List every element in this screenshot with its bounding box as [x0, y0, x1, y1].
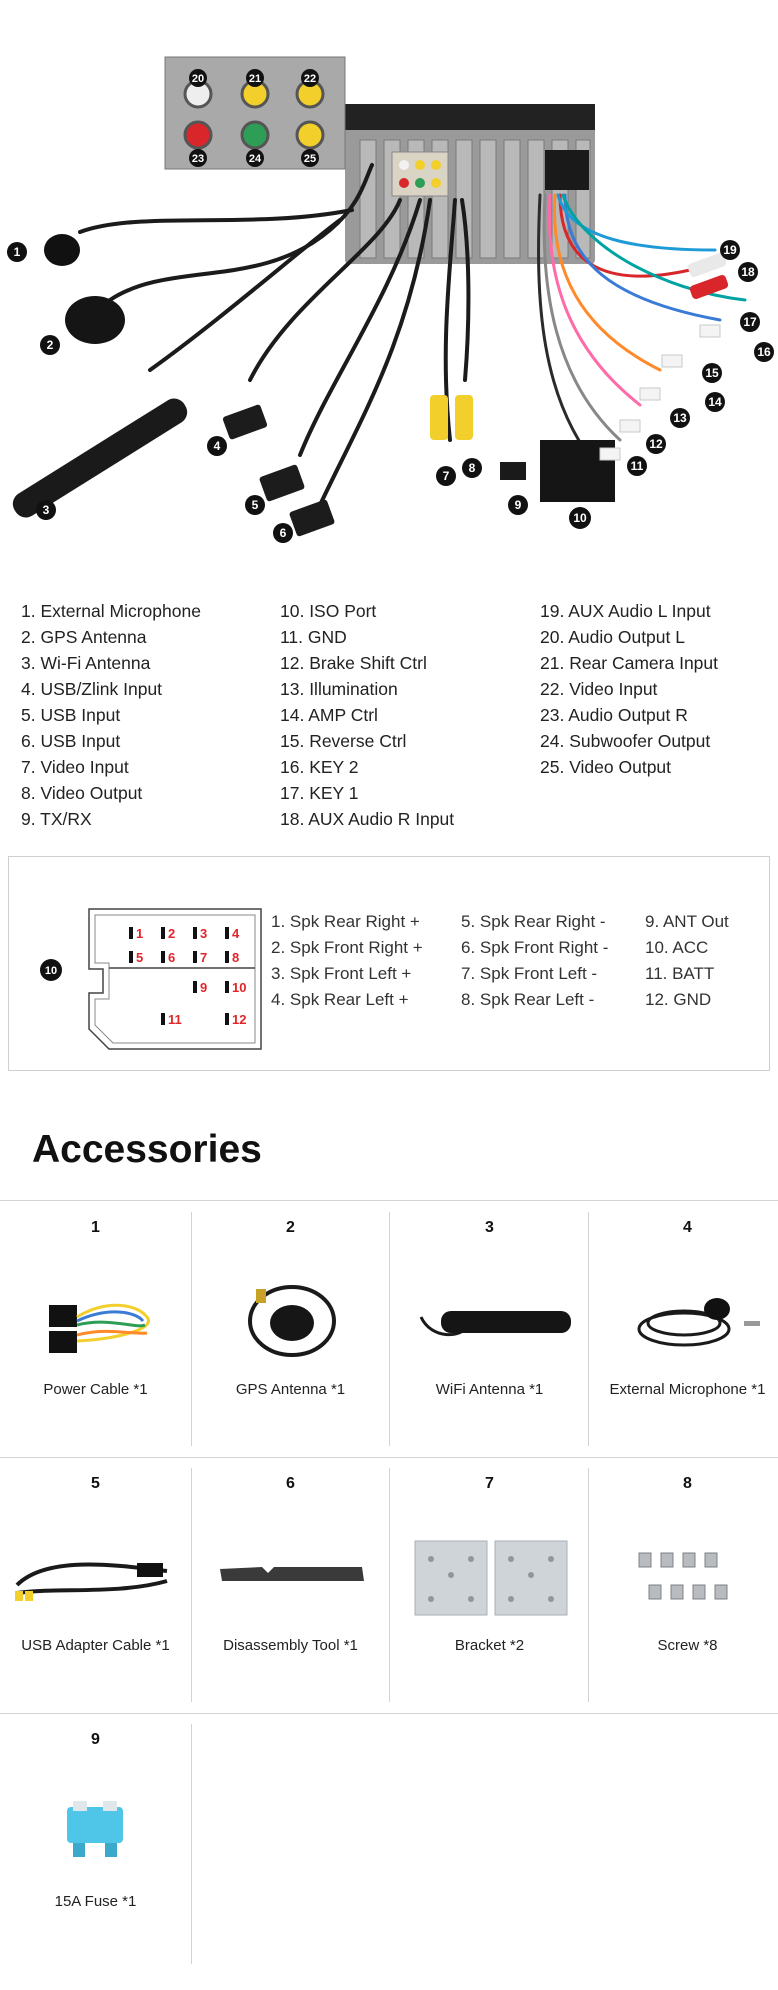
microphone-image	[589, 1259, 778, 1379]
txrx-plug-illustration	[500, 462, 526, 480]
iso-pin-item: 4. Spk Rear Left +	[271, 990, 409, 1009]
iso-pinout-box	[8, 856, 770, 1071]
accessory-number: 8	[683, 1475, 692, 1492]
svg-text:11: 11	[168, 1012, 182, 1027]
iso-pin-item: 10. ACC	[645, 938, 709, 957]
callout-7	[436, 466, 456, 486]
accessory-label: GPS Antenna *1	[235, 1381, 346, 1398]
svg-text:1: 1	[13, 245, 21, 259]
accessory-number: 3	[485, 1219, 494, 1236]
rca-label: 24	[248, 153, 262, 165]
svg-text:14: 14	[708, 395, 722, 409]
callout-5	[245, 495, 265, 515]
aux-rca-plugs-illustration	[687, 252, 729, 300]
callout-3	[36, 500, 56, 520]
callout-6	[273, 523, 293, 543]
svg-text:13: 13	[673, 411, 687, 425]
iso-pin-item: 11. BATT	[645, 964, 715, 983]
svg-text:1: 1	[136, 926, 144, 941]
connection-item: 20. Audio Output L	[540, 627, 685, 647]
iso-pin-item: 7. Spk Front Left -	[461, 964, 598, 983]
accessory-item-power-cable	[0, 1207, 194, 1447]
connection-item: 12. Brake Shift Ctrl	[280, 653, 427, 673]
callout-11	[627, 456, 647, 476]
iso-pin-item: 1. Spk Rear Right +	[271, 912, 420, 931]
accessory-item-disassembly-tool	[192, 1463, 389, 1703]
svg-text:6: 6	[168, 950, 176, 965]
connection-item: 5. USB Input	[21, 705, 121, 725]
callout-9	[508, 495, 528, 515]
accessory-label: WiFi Antenna *1	[435, 1381, 544, 1398]
accessory-label: Bracket *2	[454, 1637, 525, 1654]
accessory-label: Power Cable *1	[43, 1381, 148, 1398]
callout-15	[702, 363, 722, 383]
rca-label: 23	[191, 153, 205, 165]
svg-text:16: 16	[757, 345, 771, 359]
accessory-number: 1	[91, 1219, 100, 1236]
iso-pin-column-3	[645, 909, 729, 1013]
disassembly-tool-image	[192, 1515, 389, 1635]
usb-plugs-illustration	[222, 404, 335, 537]
accessory-number: 9	[91, 1731, 100, 1748]
microphone-illustration	[44, 234, 80, 266]
svg-text:9: 9	[200, 980, 208, 995]
connection-item: 21. Rear Camera Input	[540, 653, 719, 673]
svg-text:5: 5	[251, 498, 259, 512]
divider	[0, 1457, 778, 1458]
svg-text:4: 4	[213, 439, 221, 453]
wiring-diagram	[0, 0, 778, 545]
callout-2	[40, 335, 60, 355]
gps-antenna-image	[192, 1259, 389, 1379]
connection-item: 4. USB/Zlink Input	[21, 679, 163, 699]
divider	[0, 1200, 778, 1201]
callout-4	[207, 436, 227, 456]
rca-label: 21	[248, 73, 262, 85]
connection-column-3	[540, 598, 718, 780]
svg-text:11: 11	[630, 459, 644, 473]
connection-item: 8. Video Output	[21, 783, 143, 803]
accessory-label: 15A Fuse *1	[54, 1893, 137, 1910]
connection-item: 6. USB Input	[21, 731, 121, 751]
connection-item: 7. Video Input	[21, 757, 129, 777]
svg-text:17: 17	[743, 315, 757, 329]
svg-text:3: 3	[200, 926, 208, 941]
svg-text:2: 2	[46, 338, 54, 352]
svg-text:10: 10	[232, 980, 247, 995]
rca-label: 22	[303, 73, 317, 85]
connection-item: 13. Illumination	[280, 679, 398, 699]
connection-item: 22. Video Input	[540, 679, 658, 699]
accessory-item-screw	[589, 1463, 778, 1703]
accessory-number: 6	[286, 1475, 295, 1492]
svg-text:12: 12	[649, 437, 663, 451]
divider	[389, 1212, 390, 1446]
accessory-label: Screw *8	[657, 1637, 718, 1654]
iso-connector-diagram	[19, 867, 269, 1062]
connection-item: 14. AMP Ctrl	[280, 705, 378, 725]
rca-video-plugs-illustration	[430, 395, 473, 440]
accessory-number: 4	[683, 1219, 692, 1236]
wifi-antenna-image	[391, 1259, 588, 1379]
divider	[389, 1468, 390, 1702]
svg-text:2: 2	[168, 926, 176, 941]
accessory-item-bracket	[391, 1463, 588, 1703]
connection-item: 25. Video Output	[540, 757, 672, 777]
rca-label: 25	[303, 153, 317, 165]
svg-text:19: 19	[723, 243, 737, 257]
iso-pin-item: 5. Spk Rear Right -	[461, 912, 606, 931]
connection-column-2	[280, 598, 454, 832]
callout-10	[569, 507, 591, 529]
connection-item: 16. KEY 2	[280, 757, 359, 777]
svg-text:8: 8	[232, 950, 240, 965]
power-cable-image	[0, 1259, 194, 1379]
callout-14	[705, 392, 725, 412]
iso-port-callout	[40, 959, 62, 981]
svg-text:3: 3	[42, 503, 50, 517]
wifi-antenna-illustration	[8, 394, 191, 522]
connection-list	[0, 598, 778, 838]
connection-column-1	[21, 598, 201, 832]
usb-adapter-cable-image	[0, 1515, 194, 1635]
connection-item: 24. Subwoofer Output	[540, 731, 711, 751]
connection-item: 3. Wi-Fi Antenna	[21, 653, 151, 673]
connection-item: 2. GPS Antenna	[21, 627, 147, 647]
gps-antenna-illustration	[65, 296, 125, 344]
callout-16	[754, 342, 774, 362]
svg-text:9: 9	[514, 498, 522, 512]
svg-text:7: 7	[442, 469, 450, 483]
connection-item: 19. AUX Audio L Input	[540, 601, 711, 621]
callout-19	[720, 240, 740, 260]
connection-item: 10. ISO Port	[280, 601, 377, 621]
rca-label: 20	[191, 73, 205, 85]
iso-pin-item: 9. ANT Out	[645, 912, 729, 931]
accessory-number: 7	[485, 1475, 494, 1492]
svg-text:5: 5	[136, 950, 144, 965]
svg-text:4: 4	[232, 926, 240, 941]
iso-pin-item: 2. Spk Front Right +	[271, 938, 423, 957]
svg-text:10: 10	[573, 511, 587, 525]
accessory-number: 5	[91, 1475, 100, 1492]
callout-8	[462, 458, 482, 478]
svg-text:6: 6	[279, 526, 287, 540]
callout-12	[646, 434, 666, 454]
iso-pin-item: 12. GND	[645, 990, 712, 1009]
connection-item: 18. AUX Audio R Input	[280, 809, 455, 829]
accessory-label: External Microphone *1	[609, 1381, 766, 1398]
svg-text:15: 15	[705, 366, 719, 380]
svg-text:12: 12	[232, 1012, 247, 1027]
iso-pin-column-2	[461, 909, 608, 1013]
svg-text:8: 8	[468, 461, 476, 475]
callout-17	[740, 312, 760, 332]
accessory-item-external-microphone	[589, 1207, 778, 1447]
accessory-label: Disassembly Tool *1	[223, 1637, 358, 1654]
iso-pin-item: 3. Spk Front Left +	[271, 964, 412, 983]
iso-pin-item: 6. Spk Front Right -	[461, 938, 609, 957]
iso-pin-item: 8. Spk Rear Left -	[461, 990, 595, 1009]
accessories-title: Accessories	[32, 1128, 262, 1171]
accessory-label: USB Adapter Cable *1	[21, 1637, 170, 1654]
connection-item: 23. Audio Output R	[540, 705, 688, 725]
connection-item: 17. KEY 1	[280, 783, 359, 803]
svg-text:7: 7	[200, 950, 208, 965]
accessory-item-gps-antenna	[192, 1207, 389, 1447]
connection-item: 1. External Microphone	[21, 601, 201, 621]
callout-18	[738, 262, 758, 282]
callout-13	[670, 408, 690, 428]
divider	[0, 1713, 778, 1714]
iso-pin-column-1	[271, 909, 423, 1013]
svg-text:18: 18	[741, 265, 755, 279]
connection-item: 15. Reverse Ctrl	[280, 731, 407, 751]
accessory-item-usb-adapter-cable	[0, 1463, 194, 1703]
accessory-item-fuse	[0, 1719, 194, 1959]
connection-item: 11. GND	[280, 627, 347, 647]
callout-1	[7, 242, 27, 262]
fuse-image	[0, 1771, 194, 1891]
rca-inset-panel	[165, 57, 345, 169]
svg-text:10: 10	[44, 965, 58, 977]
screws-image	[589, 1515, 778, 1635]
accessory-number: 2	[286, 1219, 295, 1236]
accessory-item-wifi-antenna	[391, 1207, 588, 1447]
bracket-image	[391, 1515, 588, 1635]
connection-item: 9. TX/RX	[21, 809, 92, 829]
